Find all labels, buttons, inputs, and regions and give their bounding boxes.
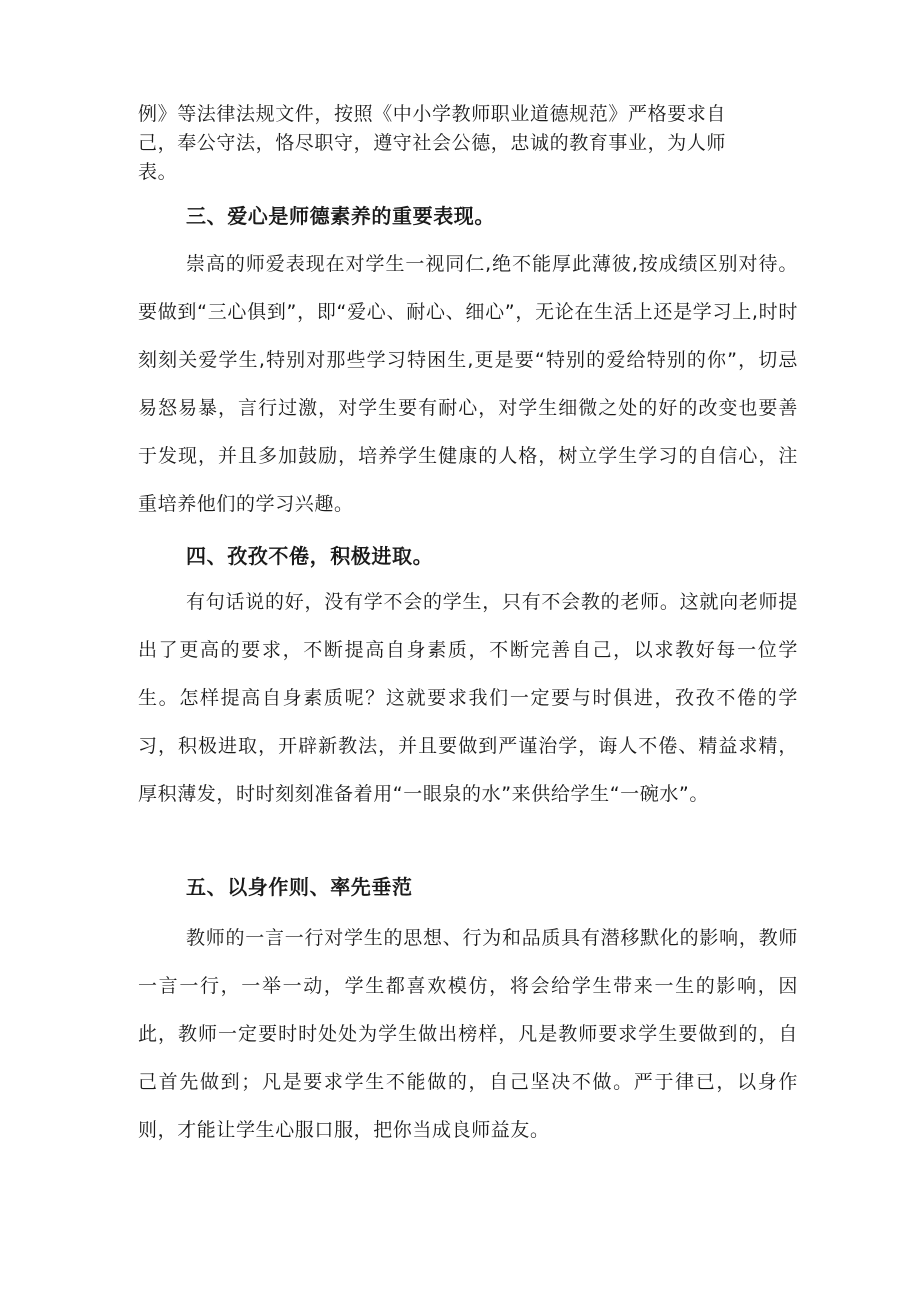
intro-line: 己，奉公守法，恪尽职守，遵守社会公德，忠诚的教育事业，为人师	[138, 132, 727, 154]
intro-line: 表。	[138, 161, 178, 183]
section-heading-5: 五、以身作则、率先垂范	[186, 875, 413, 899]
intro-line: 例》等法律法规文件，按照《中小学教师职业道德规范》严格要求自	[138, 103, 727, 125]
section-heading-4: 四、孜孜不倦，积极进取。	[186, 544, 434, 568]
section-paragraph-3: 崇高的师爱表现在对学生一视同仁,绝不能厚此薄彼,按成绩区别对待。要做到“三心俱到”，即“爱心、耐心、细心”，无论在生活上还是学习上,时时刻刻关爱学生,特别对那些学习特困生,更是要“特别的爱给特别的你”，切忌易怒易暴，言行过激，对学生要有耐心，对学生细微之处的好的改变也要善于发现，并且多加鼓励，培养学生健康的人格，树立学生学习的自信心，注重培养他们的学习兴趣。	[138, 253, 798, 515]
section-heading-3: 三、爱心是师德素养的重要表现。	[186, 204, 495, 228]
intro-paragraph	[138, 100, 798, 187]
section-paragraph-5: 教师的一言一行对学生的思想、行为和品质具有潜移默化的影响，教师一言一行，一举一动，学生都喜欢模仿，将会给学生带来一生的影响，因此，教师一定要时时处处为学生做出榜样，凡是教师要求学生要做到的，自己首先做到；凡是要求学生不能做的，自己坚决不做。严于律已，以身作则，才能让学生心服口服，把你当成良师益友。	[138, 927, 798, 1141]
section-paragraph-4: 有句话说的好，没有学不会的学生，只有不会教的老师。这就向老师提出了更高的要求，不断提高自身素质，不断完善自己，以求教好每一位学生。怎样提高自身素质呢？这就要求我们一定要与时俱进，孜孜不倦的学习，积极进取，开辟新教法，并且要做到严谨治学，诲人不倦、精益求精，厚积薄发，时时刻刻准备着用“一眼泉的水”来供给学生“一碗水”。	[138, 591, 798, 805]
